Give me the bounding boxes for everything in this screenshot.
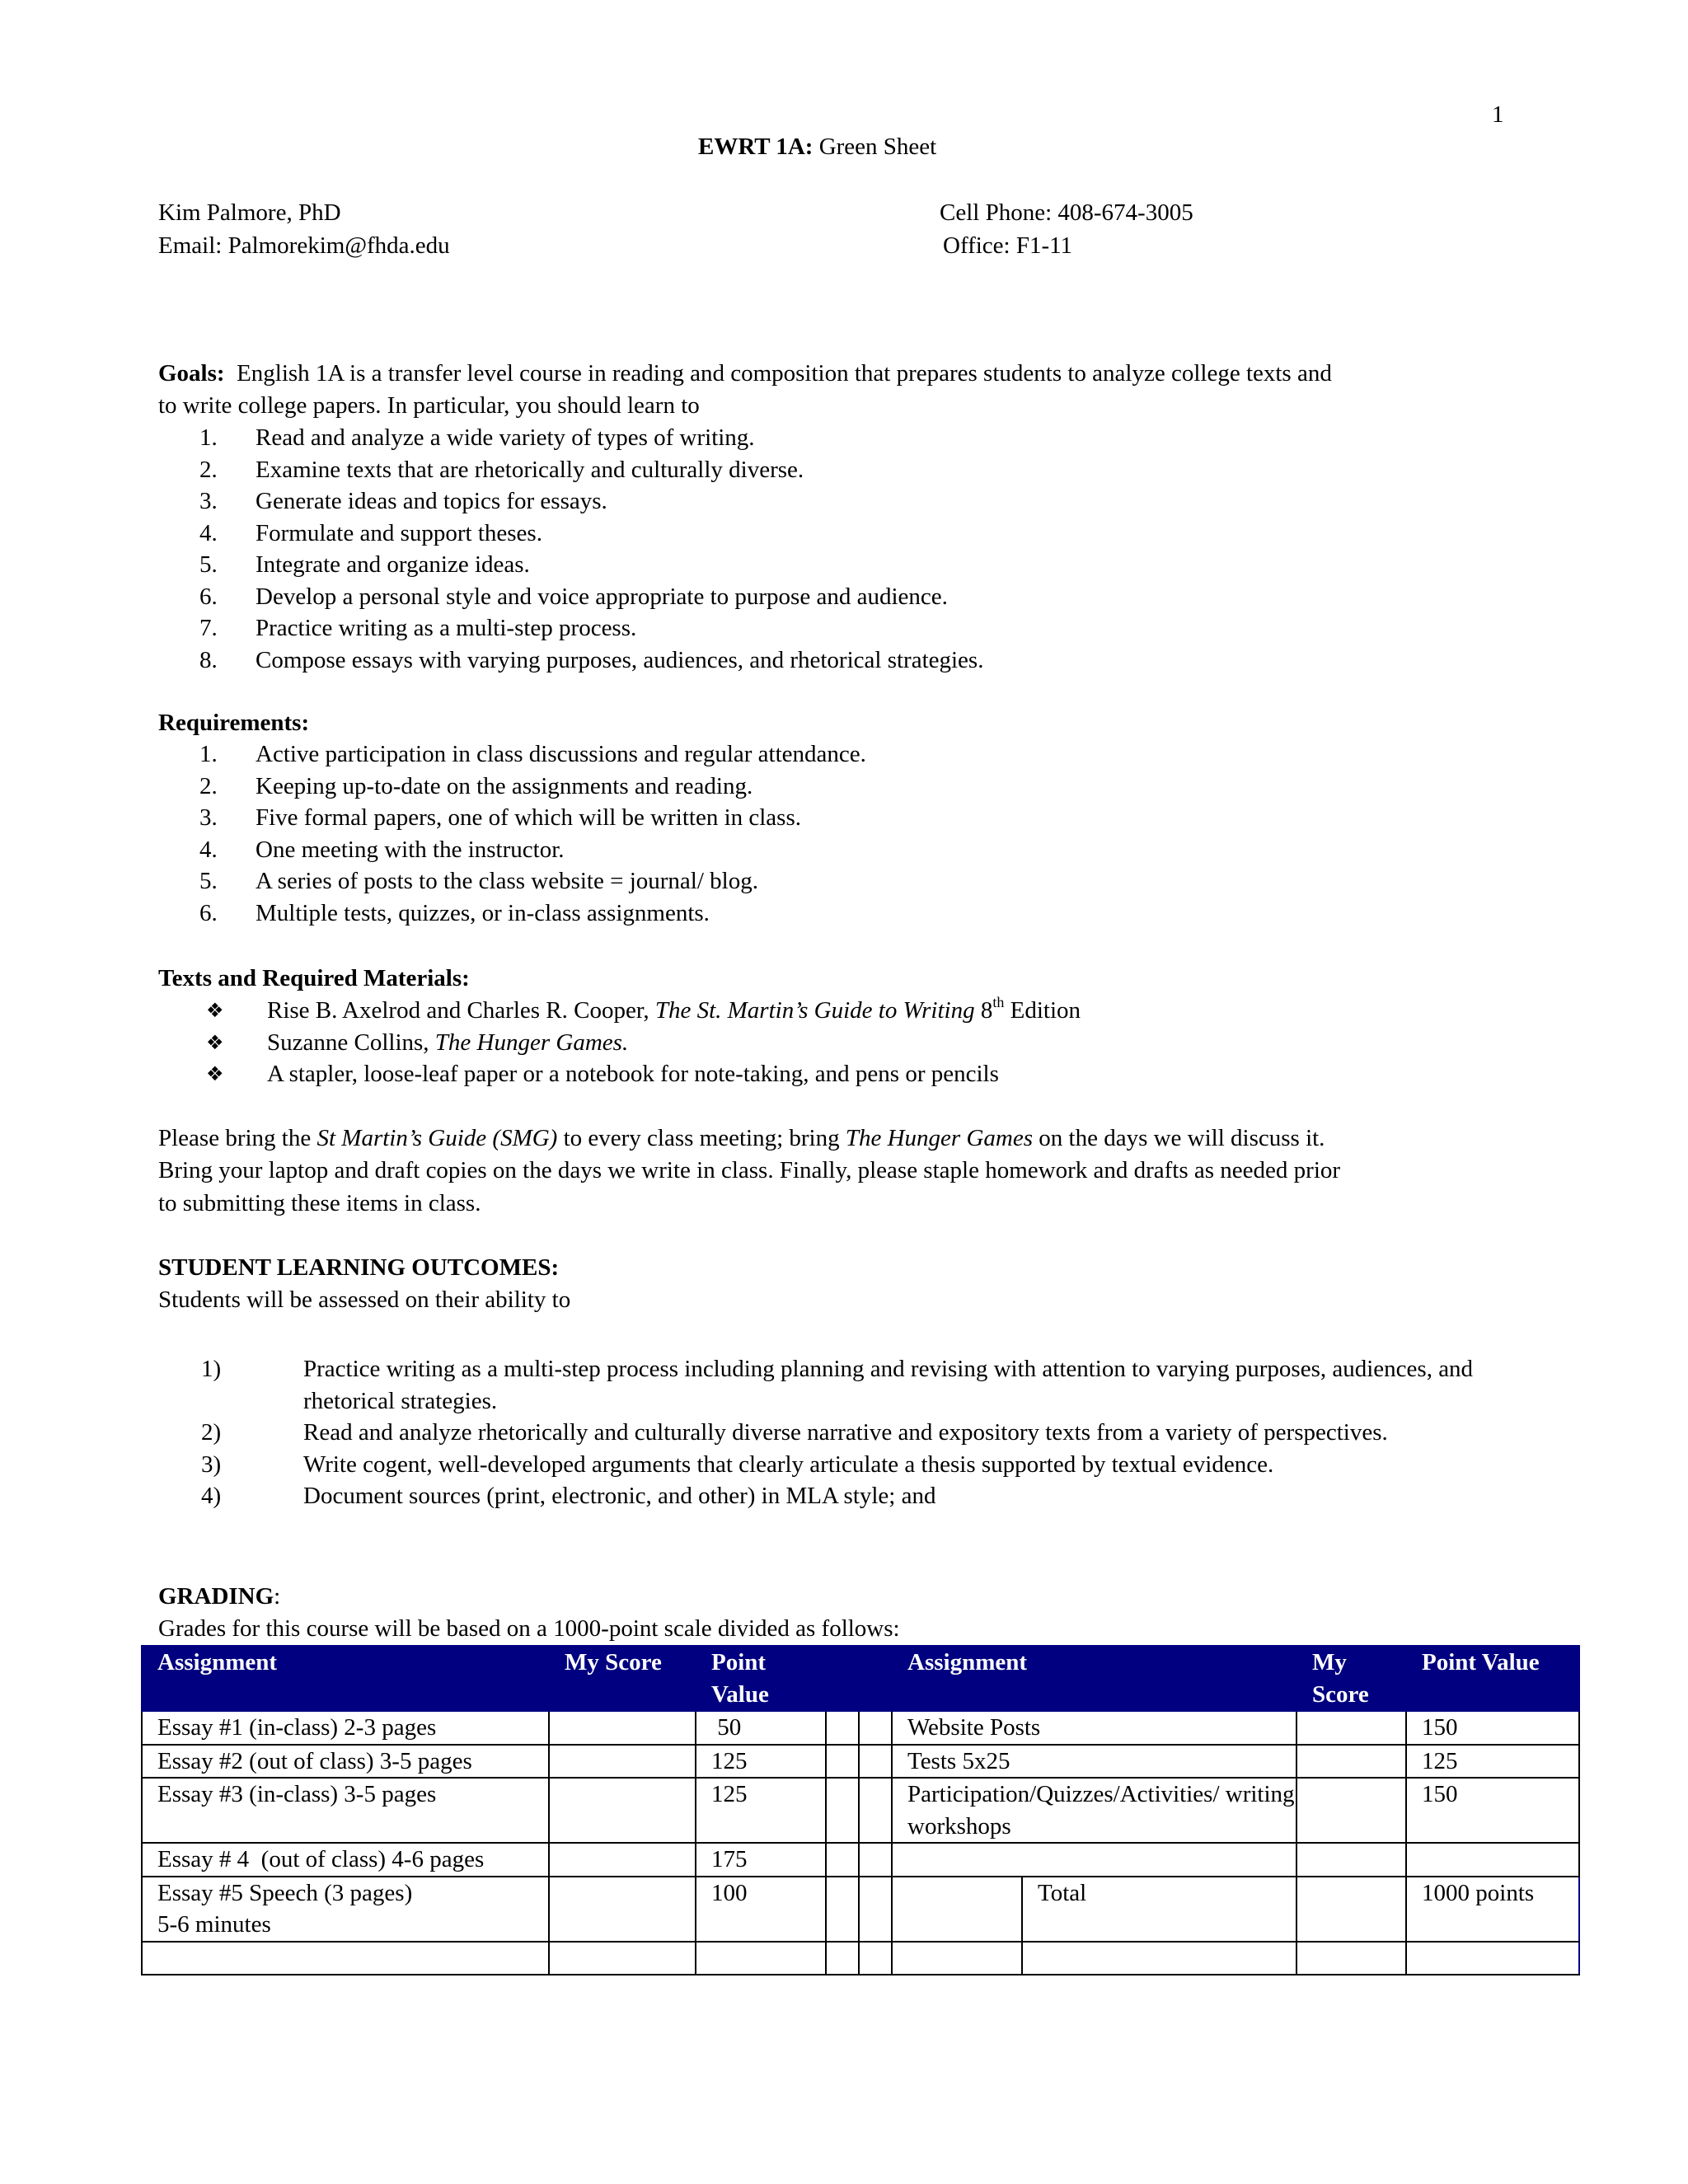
text-author: Suzanne Collins, bbox=[267, 1029, 435, 1056]
list-number: 5. bbox=[199, 868, 218, 894]
bring-paragraph-line1 bbox=[158, 1122, 1325, 1155]
page-title bbox=[698, 131, 936, 163]
list-text: Generate ideas and topics for essays. bbox=[256, 488, 607, 514]
table-row bbox=[142, 1745, 1579, 1779]
grading-heading bbox=[158, 1581, 280, 1613]
cell-assignment bbox=[892, 1843, 1296, 1877]
bring-paragraph-line2: Bring your laptop and draft copies on the days we write in class. Finally, please staple homework and drafts as needed prior bbox=[158, 1157, 1341, 1183]
column-header-point-value: Point Value bbox=[696, 1646, 826, 1711]
instructor-email: Email: Palmorekim@fhda.edu bbox=[158, 232, 450, 259]
cell-my-score bbox=[549, 1711, 696, 1745]
goals-label: Goals: bbox=[158, 360, 225, 387]
cell-assignment: Website Posts bbox=[892, 1711, 1296, 1745]
list-number: 3. bbox=[199, 488, 218, 514]
grading-colon: : bbox=[274, 1583, 281, 1610]
cell-assignment: Participation/Quizzes/Activities/ writing workshops bbox=[892, 1778, 1296, 1843]
cell-spacer bbox=[826, 1877, 859, 1942]
paragraph-text: to every class meeting; bring bbox=[557, 1125, 846, 1151]
cell-my-score bbox=[1296, 1778, 1406, 1843]
list-item bbox=[158, 898, 866, 930]
list-item bbox=[158, 1449, 1510, 1481]
edition-label: Edition bbox=[1004, 997, 1081, 1024]
cell-my-score bbox=[1296, 1877, 1406, 1942]
list-number: 3. bbox=[199, 804, 218, 831]
list-text: Keeping up-to-date on the assignments and reading. bbox=[256, 772, 753, 799]
edition-number: 8 bbox=[974, 997, 993, 1024]
list-item bbox=[158, 1417, 1510, 1449]
diamond-bullet-icon: ❖ bbox=[206, 999, 224, 1022]
cell-points: 100 bbox=[696, 1877, 826, 1942]
cell-assignment: Essay #1 (in-class) 2-3 pages bbox=[142, 1711, 549, 1745]
table-row bbox=[142, 1877, 1579, 1942]
cell-blank bbox=[859, 1942, 892, 1975]
total-label: Total bbox=[1022, 1877, 1296, 1942]
requirements-label: Requirements: bbox=[158, 710, 310, 736]
cell-blank bbox=[142, 1942, 549, 1975]
book-title: The St. Martin’s Guide to Writing bbox=[654, 997, 975, 1024]
page-number: 1 bbox=[1492, 101, 1504, 128]
goals-intro-line2: to write college papers. In particular, you should learn to bbox=[158, 392, 700, 419]
cell-assignment: Tests 5x25 bbox=[892, 1745, 1296, 1779]
list-item bbox=[158, 454, 983, 486]
grading-table bbox=[141, 1645, 1580, 1975]
list-text: Practice writing as a multi-step process. bbox=[256, 615, 637, 641]
cell-points: 125 bbox=[696, 1745, 826, 1779]
paragraph-text: on the days we will discuss it. bbox=[1033, 1125, 1325, 1151]
list-item bbox=[158, 612, 983, 644]
list-item bbox=[158, 1480, 1510, 1512]
list-number: 1. bbox=[199, 741, 218, 767]
list-number: 1. bbox=[199, 424, 218, 451]
list-number: 6. bbox=[199, 899, 218, 926]
cell-spacer bbox=[859, 1711, 892, 1745]
slo-list bbox=[158, 1353, 1510, 1512]
list-number: 7. bbox=[199, 615, 218, 641]
cell-spacer bbox=[859, 1877, 892, 1942]
cell-my-score bbox=[549, 1778, 696, 1843]
goals-list bbox=[158, 422, 983, 676]
list-number: 4) bbox=[201, 1483, 222, 1509]
column-header-assignment: Assignment bbox=[892, 1646, 1296, 1711]
cell-spacer bbox=[859, 1745, 892, 1779]
list-text: Write cogent, well-developed arguments that clearly articulate a thesis supported by textual evidence. bbox=[303, 1451, 1274, 1478]
cell-spacer bbox=[826, 1745, 859, 1779]
list-text: Examine texts that are rhetorically and culturally diverse. bbox=[256, 456, 804, 483]
cell-my-score bbox=[1296, 1745, 1406, 1779]
diamond-bullet-icon: ❖ bbox=[206, 1030, 224, 1054]
cell-assignment: Essay #5 Speech (3 pages) 5-6 minutes bbox=[142, 1877, 549, 1942]
cell-blank bbox=[1406, 1942, 1579, 1975]
cell-blank bbox=[1296, 1942, 1406, 1975]
column-header-point-value: Point Value bbox=[1406, 1646, 1579, 1711]
paragraph-text: Please bring the bbox=[158, 1125, 317, 1151]
list-number: 5. bbox=[199, 551, 218, 578]
list-text: Practice writing as a multi-step process including planning and revising with attention to varying purposes, audiences, and rhetorical strategies. bbox=[303, 1356, 1474, 1414]
cell-points: 125 bbox=[696, 1778, 826, 1843]
goals-intro-line1: English 1A is a transfer level course in reading and composition that prepares students to analyze college texts and bbox=[224, 360, 1332, 387]
list-item bbox=[158, 1058, 1081, 1090]
list-text: Read and analyze a wide variety of types of writing. bbox=[256, 424, 755, 451]
list-text: Five formal papers, one of which will be written in class. bbox=[256, 804, 802, 831]
cell-blank bbox=[892, 1942, 1022, 1975]
cell-points bbox=[1406, 1843, 1579, 1877]
grading-intro: Grades for this course will be based on a 1000-point scale divided as follows: bbox=[158, 1615, 900, 1642]
grading-label: GRADING bbox=[158, 1583, 274, 1610]
list-text: A series of posts to the class website = journal/ blog. bbox=[256, 868, 758, 894]
total-value: 1000 points bbox=[1406, 1877, 1579, 1942]
list-item bbox=[158, 518, 983, 550]
list-number: 3) bbox=[201, 1451, 222, 1478]
list-item bbox=[158, 1027, 1081, 1059]
list-text: A stapler, loose-leaf paper or a notebook for note-taking, and pens or pencils bbox=[267, 1061, 999, 1087]
cell-assignment: Essay #2 (out of class) 3-5 pages bbox=[142, 1745, 549, 1779]
list-item bbox=[158, 738, 866, 771]
column-header-my-score: My Score bbox=[1296, 1646, 1406, 1711]
cell-spacer bbox=[826, 1778, 859, 1843]
cell-points: 175 bbox=[696, 1843, 826, 1877]
table-header-row bbox=[142, 1646, 1579, 1711]
list-text: Formulate and support theses. bbox=[256, 519, 542, 546]
list-item bbox=[158, 422, 983, 454]
cell-blank bbox=[892, 1877, 1022, 1942]
column-header-spacer bbox=[859, 1646, 892, 1711]
list-item bbox=[158, 1353, 1510, 1417]
column-header-spacer bbox=[826, 1646, 859, 1711]
title-name: Green Sheet bbox=[813, 134, 937, 160]
list-item bbox=[158, 581, 983, 613]
list-item bbox=[158, 485, 983, 518]
list-text: Document sources (print, electronic, and other) in MLA style; and bbox=[303, 1483, 936, 1509]
slo-intro: Students will be assessed on their ability to bbox=[158, 1286, 571, 1313]
cell-blank bbox=[696, 1942, 826, 1975]
list-number: 6. bbox=[199, 583, 218, 610]
list-item bbox=[158, 644, 983, 677]
goals-intro bbox=[158, 358, 1332, 390]
list-number: 4. bbox=[199, 519, 218, 546]
title-course-code: EWRT 1A: bbox=[698, 134, 814, 160]
texts-list bbox=[158, 995, 1081, 1090]
list-number: 2. bbox=[199, 772, 218, 799]
instructor-office: Office: F1-11 bbox=[943, 232, 1073, 259]
cell-assignment: Essay #3 (in-class) 3-5 pages bbox=[142, 1778, 549, 1843]
list-item bbox=[158, 834, 866, 866]
bring-paragraph-line3: to submitting these items in class. bbox=[158, 1190, 481, 1216]
texts-label: Texts and Required Materials: bbox=[158, 965, 470, 991]
cell-my-score bbox=[549, 1843, 696, 1877]
list-text: Multiple tests, quizzes, or in-class assignments. bbox=[256, 899, 710, 926]
cell-blank bbox=[1022, 1942, 1296, 1975]
list-number: 2) bbox=[201, 1419, 222, 1446]
list-number: 4. bbox=[199, 836, 218, 863]
cell-points: 150 bbox=[1406, 1778, 1579, 1843]
cell-blank bbox=[549, 1942, 696, 1975]
diamond-bullet-icon: ❖ bbox=[206, 1062, 224, 1085]
cell-my-score bbox=[549, 1745, 696, 1779]
cell-blank bbox=[826, 1942, 859, 1975]
cell-spacer bbox=[859, 1843, 892, 1877]
table-row bbox=[142, 1843, 1579, 1877]
cell-spacer bbox=[826, 1711, 859, 1745]
cell-spacer bbox=[826, 1843, 859, 1877]
cell-my-score bbox=[1296, 1843, 1406, 1877]
list-text: Read and analyze rhetorically and culturally diverse narrative and expository texts from a variety of perspectives. bbox=[303, 1419, 1388, 1446]
column-header-assignment: Assignment bbox=[142, 1646, 549, 1711]
instructor-phone: Cell Phone: 408-674-3005 bbox=[940, 199, 1193, 226]
book-title: The Hunger Games. bbox=[434, 1029, 629, 1056]
cell-points: 125 bbox=[1406, 1745, 1579, 1779]
column-header-my-score: My Score bbox=[549, 1646, 696, 1711]
list-text: Compose essays with varying purposes, audiences, and rhetorical strategies. bbox=[256, 646, 984, 673]
slo-label: STUDENT LEARNING OUTCOMES: bbox=[158, 1254, 560, 1281]
cell-assignment: Essay # 4 (out of class) 4-6 pages bbox=[142, 1843, 549, 1877]
edition-suffix: th bbox=[992, 994, 1005, 1011]
list-text: Develop a personal style and voice appropriate to purpose and audience. bbox=[256, 583, 948, 610]
instructor-name: Kim Palmore, PhD bbox=[158, 199, 341, 226]
table-row bbox=[142, 1942, 1579, 1975]
list-text: Active participation in class discussions and regular attendance. bbox=[256, 741, 866, 767]
list-item bbox=[158, 995, 1081, 1027]
cell-spacer bbox=[859, 1778, 892, 1843]
cell-my-score bbox=[549, 1877, 696, 1942]
list-number: 1) bbox=[201, 1356, 222, 1382]
list-number: 8. bbox=[199, 646, 218, 673]
requirements-list bbox=[158, 738, 866, 929]
list-text: One meeting with the instructor. bbox=[256, 836, 565, 863]
list-number: 2. bbox=[199, 456, 218, 483]
list-item bbox=[158, 549, 983, 581]
cell-points: 150 bbox=[1406, 1711, 1579, 1745]
text-author: Rise B. Axelrod and Charles R. Cooper, bbox=[267, 997, 655, 1024]
book-title: The Hunger Games bbox=[845, 1125, 1034, 1151]
list-text: Integrate and organize ideas. bbox=[256, 551, 530, 578]
cell-points: 50 bbox=[696, 1711, 826, 1745]
list-item bbox=[158, 802, 866, 834]
book-title: St Martin’s Guide (SMG) bbox=[316, 1125, 558, 1151]
cell-my-score bbox=[1296, 1711, 1406, 1745]
list-item bbox=[158, 865, 866, 898]
list-item bbox=[158, 771, 866, 803]
table-row bbox=[142, 1778, 1579, 1843]
table-row bbox=[142, 1711, 1579, 1745]
